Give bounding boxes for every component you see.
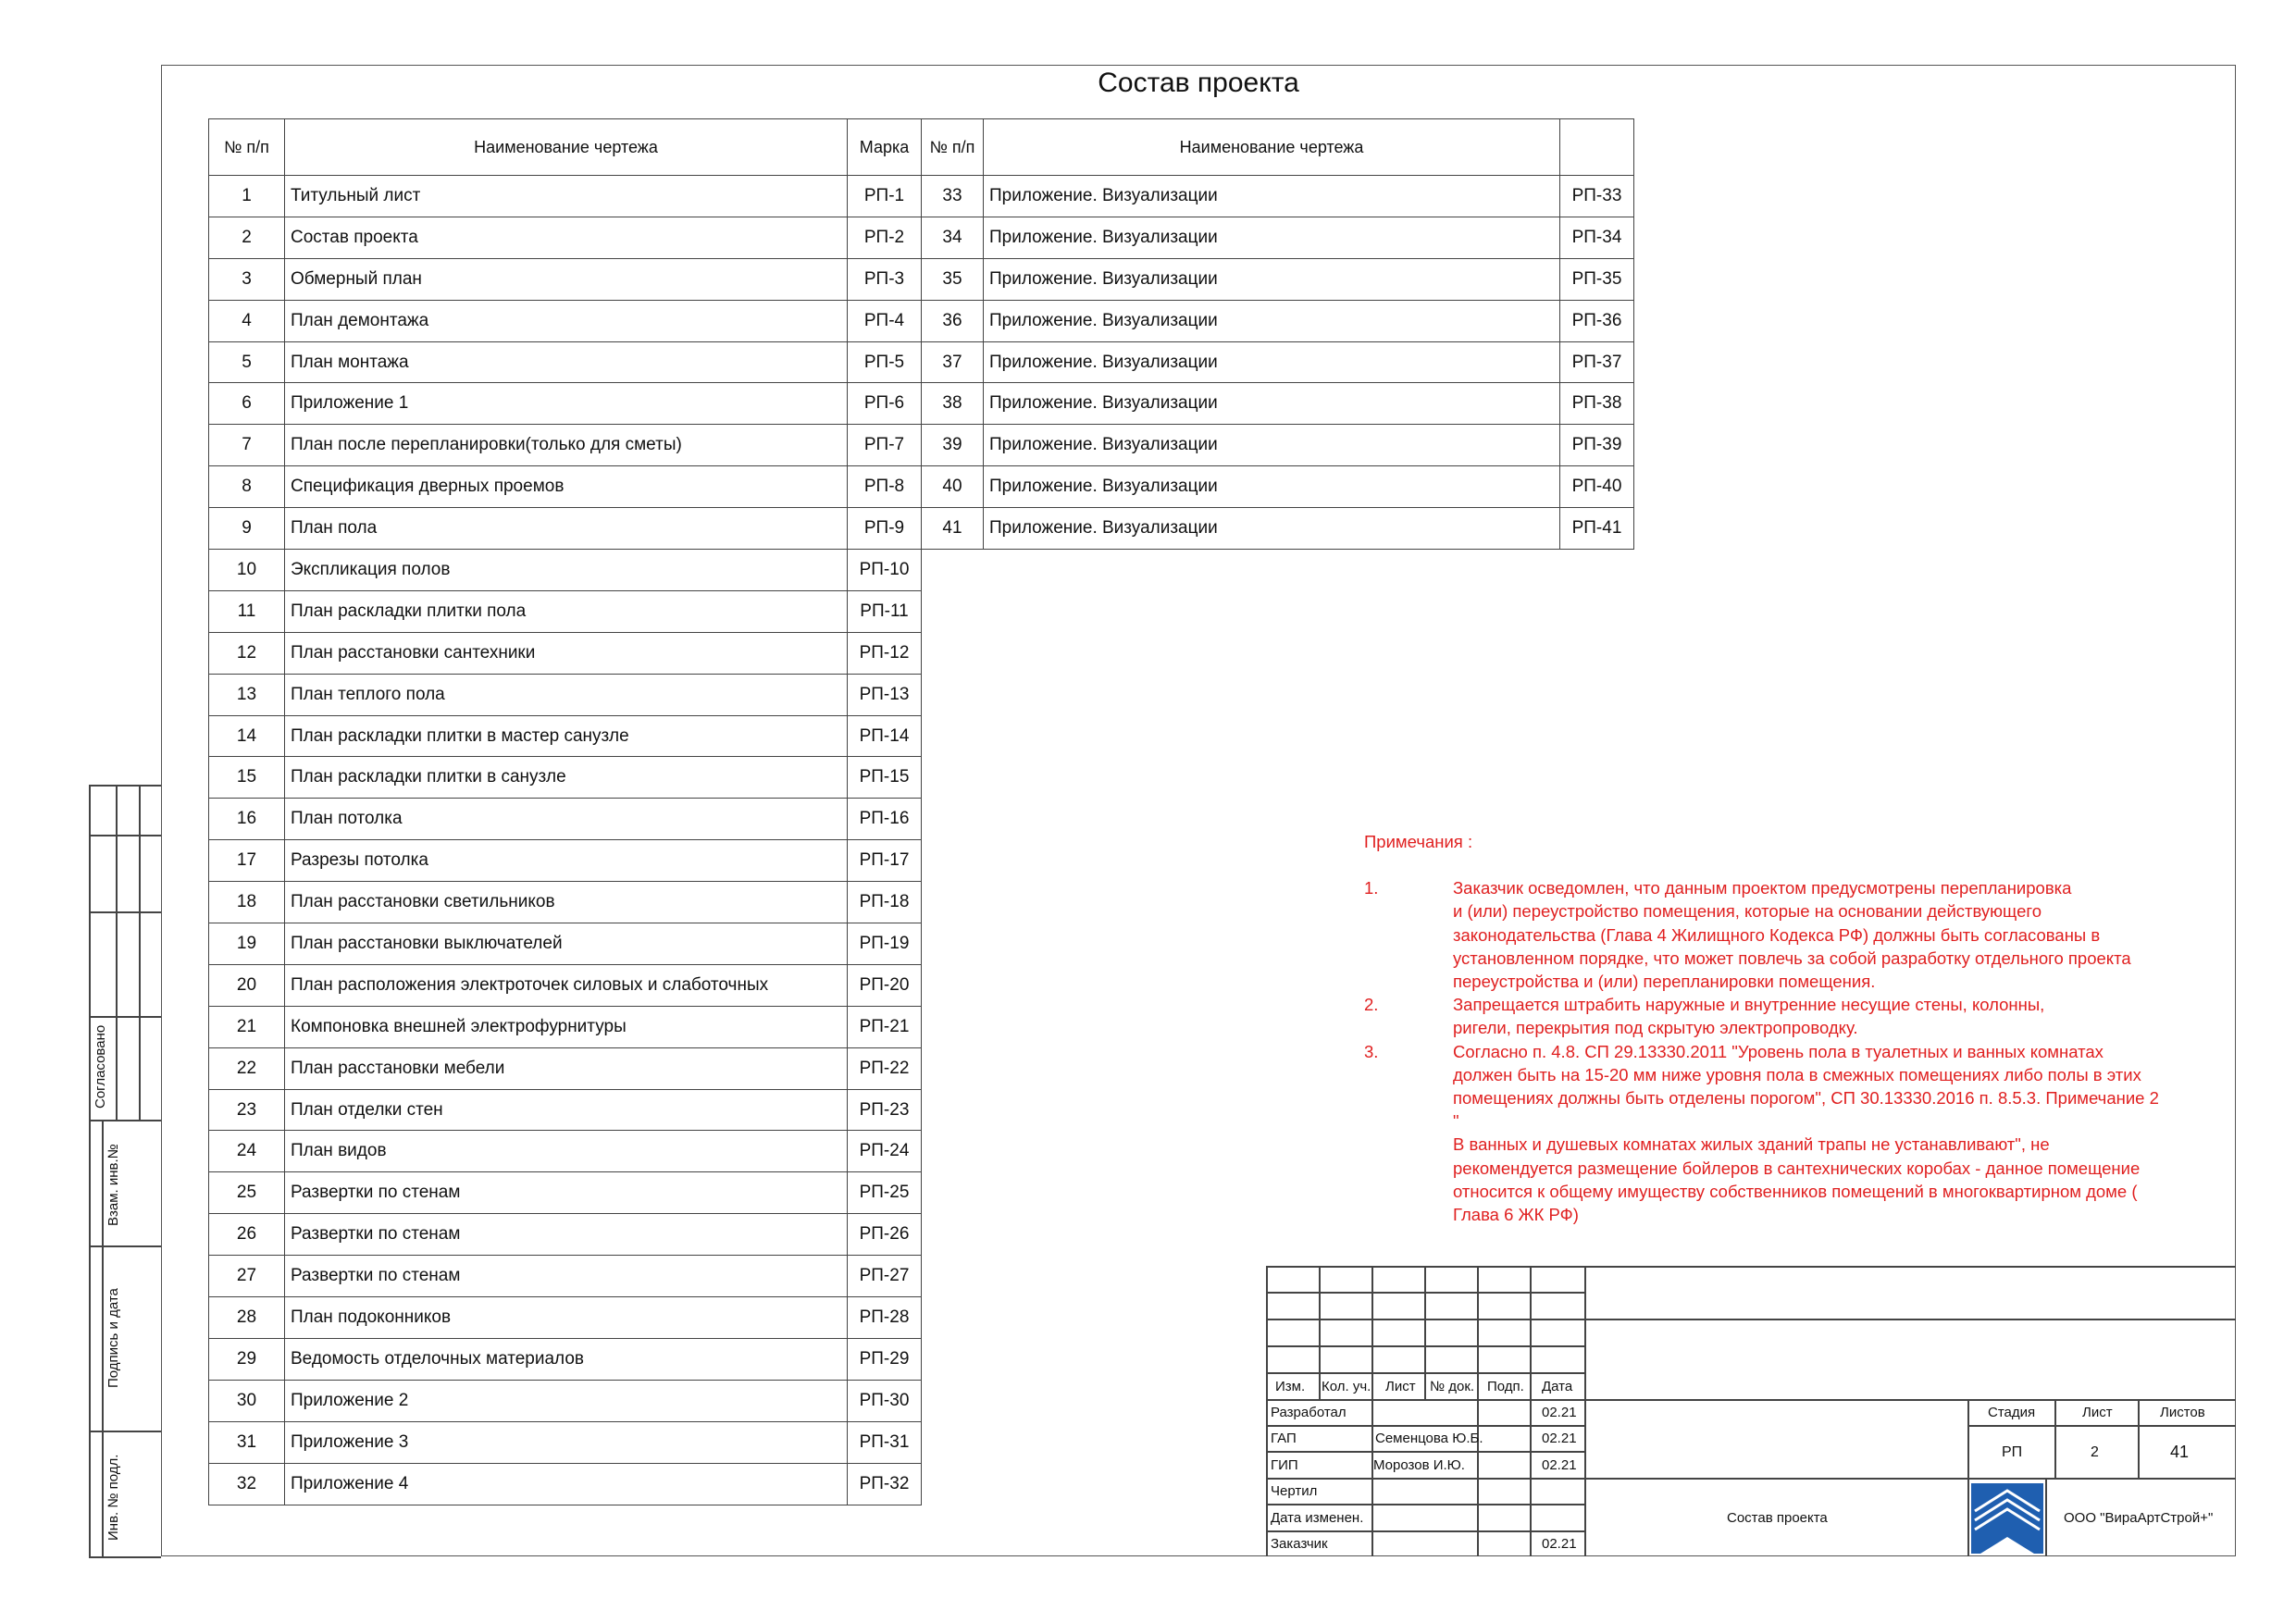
table-row [209, 1131, 922, 1172]
row-number: 12 [209, 632, 285, 674]
sheet-label: Лист [2082, 1405, 2113, 1420]
row-mark: РП-28 [848, 1297, 922, 1339]
table-row [209, 1463, 922, 1505]
table-row [209, 1172, 922, 1214]
table-row [209, 674, 922, 715]
row-mark: РП-29 [848, 1338, 922, 1380]
row-drawing-name: План расположения электроточек силовых и слаботочных [285, 964, 848, 1006]
row-drawing-name: Приложение. Визуализации [984, 508, 1560, 550]
note-item [1364, 993, 2160, 1039]
drawings-table-right [921, 118, 1634, 550]
row-drawing-name: Приложение. Визуализации [984, 383, 1560, 425]
sheet-value: 2 [2091, 1444, 2099, 1460]
row-number: 41 [922, 508, 984, 550]
row-drawing-name: План расстановки светильников [285, 882, 848, 923]
table-row [922, 466, 1634, 508]
row-drawing-name: План раскладки плитки в мастер санузле [285, 715, 848, 757]
table-row [209, 757, 922, 799]
row-drawing-name: Приложение 3 [285, 1421, 848, 1463]
row-mark: РП-23 [848, 1089, 922, 1131]
row-drawing-name: План пола [285, 508, 848, 550]
role-client: Заказчик [1271, 1536, 1328, 1552]
row-mark: РП-1 [848, 176, 922, 217]
table-row [209, 383, 922, 425]
row-mark: РП-20 [848, 964, 922, 1006]
row-number: 36 [922, 300, 984, 341]
label-sign-date: Подпись и дата [105, 1288, 121, 1388]
role-gip-date: 02.21 [1542, 1457, 1577, 1473]
row-mark: РП-37 [1560, 341, 1634, 383]
row-number: 8 [209, 466, 285, 508]
table-row [209, 466, 922, 508]
row-drawing-name: Приложение 2 [285, 1380, 848, 1421]
table-row [209, 1421, 922, 1463]
row-drawing-name: Развертки по стенам [285, 1172, 848, 1214]
table-row [209, 715, 922, 757]
row-number: 13 [209, 674, 285, 715]
table-row [209, 590, 922, 632]
row-drawing-name: План демонтажа [285, 300, 848, 341]
row-drawing-name: План расстановки мебели [285, 1047, 848, 1089]
col-sign: Подп. [1487, 1379, 1524, 1394]
row-number: 6 [209, 383, 285, 425]
row-mark: РП-8 [848, 466, 922, 508]
row-number: 20 [209, 964, 285, 1006]
header-num: № п/п [209, 119, 285, 176]
table-row [922, 383, 1634, 425]
notes-header: Примечания : [1364, 832, 1473, 851]
table-row [209, 1256, 922, 1297]
row-drawing-name: Приложение. Визуализации [984, 466, 1560, 508]
sheet-title: Состав проекта [1727, 1510, 1828, 1526]
row-mark: РП-18 [848, 882, 922, 923]
row-mark: РП-34 [1560, 217, 1634, 258]
table-row [209, 1089, 922, 1131]
col-kol-uch: Кол. уч. [1322, 1379, 1371, 1394]
row-number: 37 [922, 341, 984, 383]
row-drawing-name: План раскладки плитки в санузле [285, 757, 848, 799]
table-row [209, 508, 922, 550]
row-mark: РП-11 [848, 590, 922, 632]
role-gap-date: 02.21 [1542, 1431, 1577, 1446]
row-drawing-name: Разрезы потолка [285, 840, 848, 882]
row-drawing-name: Приложение 1 [285, 383, 848, 425]
row-mark: РП-2 [848, 217, 922, 258]
row-mark: РП-9 [848, 508, 922, 550]
row-mark: РП-25 [848, 1172, 922, 1214]
col-izm: Изм. [1275, 1379, 1306, 1394]
row-drawing-name: План после перепланировки(только для сметы) [285, 425, 848, 466]
row-mark: РП-40 [1560, 466, 1634, 508]
row-mark: РП-19 [848, 923, 922, 965]
table-row [209, 840, 922, 882]
role-date-changed: Дата изменен. [1271, 1510, 1364, 1526]
row-number: 32 [209, 1463, 285, 1505]
row-mark: РП-3 [848, 258, 922, 300]
row-drawing-name: План расстановки выключателей [285, 923, 848, 965]
row-drawing-name: Экспликация полов [285, 550, 848, 591]
row-number: 27 [209, 1256, 285, 1297]
row-number: 5 [209, 341, 285, 383]
row-mark: РП-10 [848, 550, 922, 591]
note-number: 1. [1364, 878, 1379, 898]
header-name: Наименование чертежа [285, 119, 848, 176]
table-row [922, 258, 1634, 300]
row-number: 1 [209, 176, 285, 217]
label-inv-vzam: Взам. инв.№ [105, 1144, 121, 1226]
table-row [209, 1006, 922, 1047]
row-drawing-name: Приложение. Визуализации [984, 258, 1560, 300]
stage-value: РП [2002, 1444, 2023, 1460]
company-logo-icon [1971, 1483, 2043, 1554]
company-name: ООО "ВираАртСтрой+" [2064, 1510, 2214, 1526]
row-number: 26 [209, 1214, 285, 1256]
row-number: 9 [209, 508, 285, 550]
row-number: 34 [922, 217, 984, 258]
table-row [209, 1047, 922, 1089]
header-mark: Марка [848, 119, 922, 176]
row-drawing-name: Развертки по стенам [285, 1214, 848, 1256]
row-mark: РП-5 [848, 341, 922, 383]
row-mark: РП-13 [848, 674, 922, 715]
row-number: 15 [209, 757, 285, 799]
table-row [922, 341, 1634, 383]
role-gip: ГИП [1271, 1457, 1298, 1473]
table-row [209, 341, 922, 383]
row-number: 14 [209, 715, 285, 757]
table-row [209, 1297, 922, 1339]
row-number: 18 [209, 882, 285, 923]
row-mark: РП-24 [848, 1131, 922, 1172]
table-row [209, 550, 922, 591]
note-text: Заказчик осведомлен, что данным проектом предусмотрены перепланировка и (или) переустройство помещения, которые на основании действующего законодательства (Глава 4 Жилищного Кодекса РФ) должны быть согласованы в установленном порядке, что может повлечь за собой разработку отдельного проекта переустройства и (или) перепланировки помещения. [1453, 878, 2131, 992]
row-number: 3 [209, 258, 285, 300]
row-drawing-name: Приложение. Визуализации [984, 425, 1560, 466]
sheets-value: 41 [2170, 1443, 2190, 1461]
row-mark: РП-31 [848, 1421, 922, 1463]
row-number: 17 [209, 840, 285, 882]
row-drawing-name: План теплого пола [285, 674, 848, 715]
col-doc-num: № док. [1430, 1379, 1475, 1394]
role-drafted: Чертил [1271, 1483, 1318, 1499]
row-mark: РП-36 [1560, 300, 1634, 341]
header-name: Наименование чертежа [984, 119, 1560, 176]
row-drawing-name: План расстановки сантехники [285, 632, 848, 674]
row-drawing-name: Приложение 4 [285, 1463, 848, 1505]
row-number: 10 [209, 550, 285, 591]
table-row [209, 882, 922, 923]
row-number: 29 [209, 1338, 285, 1380]
row-drawing-name: Приложение. Визуализации [984, 217, 1560, 258]
row-number: 19 [209, 923, 285, 965]
row-mark: РП-35 [1560, 258, 1634, 300]
table-header-row [922, 119, 1634, 176]
note-text: Согласно п. 4.8. СП 29.13330.2011 "Уровень пола в туалетных и ванных комнатах должен быть на 15-20 мм ниже уровня пола в смежных помещениях либо полы в этих помещениях должны быть отделены порогом", СП 30.13330.2016 п. 8.5.3. Примечание 2 " В ванных и душевых комнатах жилых зданий трапы не устанавливают", не рекомендуется размещение бойлеров в сантехнических коробах - данное помещение относится к общему имуществу собственников помещений в многоквартирном доме ( Глава 6 ЖК РФ) [1453, 1041, 2159, 1225]
row-drawing-name: План подоконников [285, 1297, 848, 1339]
row-mark: РП-22 [848, 1047, 922, 1089]
note-number: 2. [1364, 995, 1379, 1015]
row-number: 21 [209, 1006, 285, 1047]
table-row [922, 217, 1634, 258]
table-row [209, 300, 922, 341]
row-drawing-name: Приложение. Визуализации [984, 300, 1560, 341]
row-number: 39 [922, 425, 984, 466]
role-client-date: 02.21 [1542, 1536, 1577, 1552]
col-date: Дата [1542, 1379, 1573, 1394]
row-drawing-name: Развертки по стенам [285, 1256, 848, 1297]
row-mark: РП-21 [848, 1006, 922, 1047]
row-mark: РП-15 [848, 757, 922, 799]
table-row [209, 217, 922, 258]
row-number: 7 [209, 425, 285, 466]
row-drawing-name: План потолка [285, 799, 848, 840]
role-developer-date: 02.21 [1542, 1405, 1577, 1420]
header-num: № п/п [922, 119, 984, 176]
row-drawing-name: Обмерный план [285, 258, 848, 300]
row-number: 35 [922, 258, 984, 300]
row-mark: РП-4 [848, 300, 922, 341]
drawings-table-left [208, 118, 922, 1505]
row-drawing-name: Состав проекта [285, 217, 848, 258]
header-mark [1560, 119, 1634, 176]
table-row [209, 964, 922, 1006]
row-mark: РП-14 [848, 715, 922, 757]
row-drawing-name: План раскладки плитки пола [285, 590, 848, 632]
table-row [209, 1380, 922, 1421]
table-header-row [209, 119, 922, 176]
row-mark: РП-30 [848, 1380, 922, 1421]
row-number: 4 [209, 300, 285, 341]
sheets-label: Листов [2160, 1405, 2205, 1420]
label-inv-orig: Инв. № подл. [105, 1454, 121, 1541]
table-row [209, 1338, 922, 1380]
page-title: Состав проекта [1098, 68, 1299, 98]
row-number: 31 [209, 1421, 285, 1463]
row-number: 28 [209, 1297, 285, 1339]
row-mark: РП-12 [848, 632, 922, 674]
notes-block [1364, 830, 2160, 1226]
row-mark: РП-38 [1560, 383, 1634, 425]
row-drawing-name: Титульный лист [285, 176, 848, 217]
row-number: 23 [209, 1089, 285, 1131]
row-mark: РП-27 [848, 1256, 922, 1297]
note-text: Запрещается штрабить наружные и внутренние несущие стены, колонны, ригели, перекрытия под скрытую электропроводку. [1453, 995, 2045, 1038]
label-agreed: Согласовано [93, 1024, 108, 1109]
stage-label: Стадия [1988, 1405, 2036, 1420]
table-row [922, 425, 1634, 466]
row-drawing-name: Компоновка внешней электрофурнитуры [285, 1006, 848, 1047]
row-number: 2 [209, 217, 285, 258]
table-row [209, 176, 922, 217]
table-row [922, 176, 1634, 217]
table-row [209, 632, 922, 674]
col-list: Лист [1385, 1379, 1416, 1394]
row-number: 11 [209, 590, 285, 632]
role-gap-name: Семенцова Ю.Б. [1375, 1431, 1483, 1446]
row-mark: РП-16 [848, 799, 922, 840]
note-item [1364, 1040, 2160, 1227]
role-developer: Разработал [1271, 1405, 1347, 1420]
row-mark: РП-17 [848, 840, 922, 882]
row-number: 24 [209, 1131, 285, 1172]
row-mark: РП-39 [1560, 425, 1634, 466]
table-row [922, 300, 1634, 341]
row-drawing-name: План отделки стен [285, 1089, 848, 1131]
table-row [209, 923, 922, 965]
row-drawing-name: Приложение. Визуализации [984, 341, 1560, 383]
table-row [209, 799, 922, 840]
role-gip-name: Морозов И.Ю. [1373, 1457, 1465, 1473]
row-mark: РП-33 [1560, 176, 1634, 217]
row-number: 16 [209, 799, 285, 840]
row-number: 30 [209, 1380, 285, 1421]
row-mark: РП-7 [848, 425, 922, 466]
row-drawing-name: Приложение. Визуализации [984, 176, 1560, 217]
note-number: 3. [1364, 1041, 1379, 1061]
table-row [922, 508, 1634, 550]
note-item [1364, 876, 2160, 993]
role-gap: ГАП [1271, 1431, 1297, 1446]
row-mark: РП-41 [1560, 508, 1634, 550]
table-row [209, 1214, 922, 1256]
row-number: 25 [209, 1172, 285, 1214]
row-number: 38 [922, 383, 984, 425]
row-number: 22 [209, 1047, 285, 1089]
row-drawing-name: План монтажа [285, 341, 848, 383]
row-mark: РП-6 [848, 383, 922, 425]
row-number: 40 [922, 466, 984, 508]
row-number: 33 [922, 176, 984, 217]
row-drawing-name: Спецификация дверных проемов [285, 466, 848, 508]
table-row [209, 258, 922, 300]
row-drawing-name: Ведомость отделочных материалов [285, 1338, 848, 1380]
row-mark: РП-26 [848, 1214, 922, 1256]
row-mark: РП-32 [848, 1463, 922, 1505]
row-drawing-name: План видов [285, 1131, 848, 1172]
table-row [209, 425, 922, 466]
